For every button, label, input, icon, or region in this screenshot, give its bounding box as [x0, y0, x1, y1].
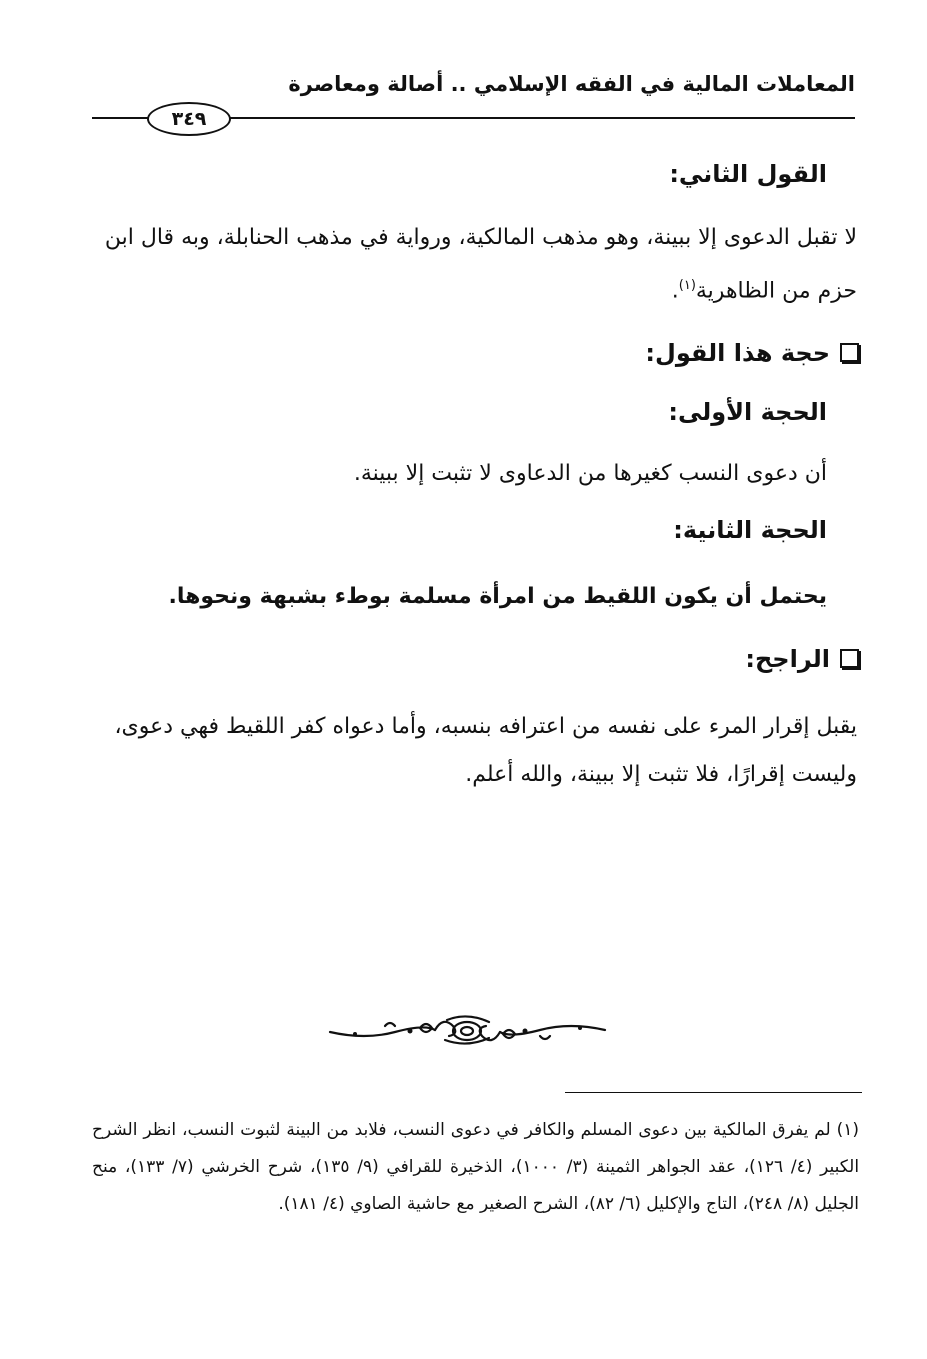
argument-heading [645, 339, 859, 367]
footnote-rule [565, 1092, 862, 1093]
second-argument-heading: الحجة الثانية: [673, 516, 827, 544]
footnote-marker[interactable]: (١) [678, 278, 696, 293]
second-opinion-text-end: . [671, 278, 679, 304]
second-opinion-heading: القول الثاني: [669, 160, 827, 188]
second-opinion-text: لا تقبل الدعوى إلا ببينة، وهو مذهب المالكية، ورواية في مذهب الحنابلة، وبه قال ابن حزم من الظاهرية [104, 225, 857, 304]
page-number: ٣٤٩ [147, 102, 231, 136]
preferred-heading-text: الراجح: [745, 645, 830, 673]
first-argument-text: أن دعوى النسب كغيرها من الدعاوى لا تثبت إلا ببينة. [353, 461, 827, 486]
ornament-divider-icon [325, 1010, 610, 1050]
preferred-heading [745, 645, 859, 673]
argument-heading-text: حجة هذا القول: [645, 339, 830, 367]
square-bullet-icon [840, 649, 859, 668]
first-argument-heading: الحجة الأولى: [668, 398, 827, 426]
square-bullet-icon [840, 343, 859, 362]
second-argument-text: يحتمل أن يكون اللقيط من امرأة مسلمة بوطء بشبهة ونحوها. [168, 584, 827, 609]
second-opinion-paragraph [92, 214, 857, 315]
preferred-text: يقبل إقرار المرء على نفسه من اعترافه بنسبه، وأما دعواه كفر اللقيط فهي دعوى، وليست إقرارًا، فلا تثبت إلا ببينة، والله أعلم. [114, 714, 857, 787]
footnote: (١) لم يفرق المالكية بين دعوى المسلم والكافر في دعوى النسب، فلابد من البينة لثبوت النسب، انظر الشرح الكبير (٤/ ١٢٦)، عقد الجواهر الثمينة (٣/ ١٠٠٠)، الذخيرة للقرافي (٩/ ١٣٥)، شرح الخرشي (٧/ ١٣٣)، منح الجليل (٨/ ٢٤٨)، التاج والإكليل (٦/ ٨٢)، الشرح الصغير مع حاشية الصاوي (٤/ ١٨١). [92, 1120, 860, 1214]
running-title: المعاملات المالية في الفقه الإسلامي .. أصالة ومعاصرة [288, 72, 855, 96]
